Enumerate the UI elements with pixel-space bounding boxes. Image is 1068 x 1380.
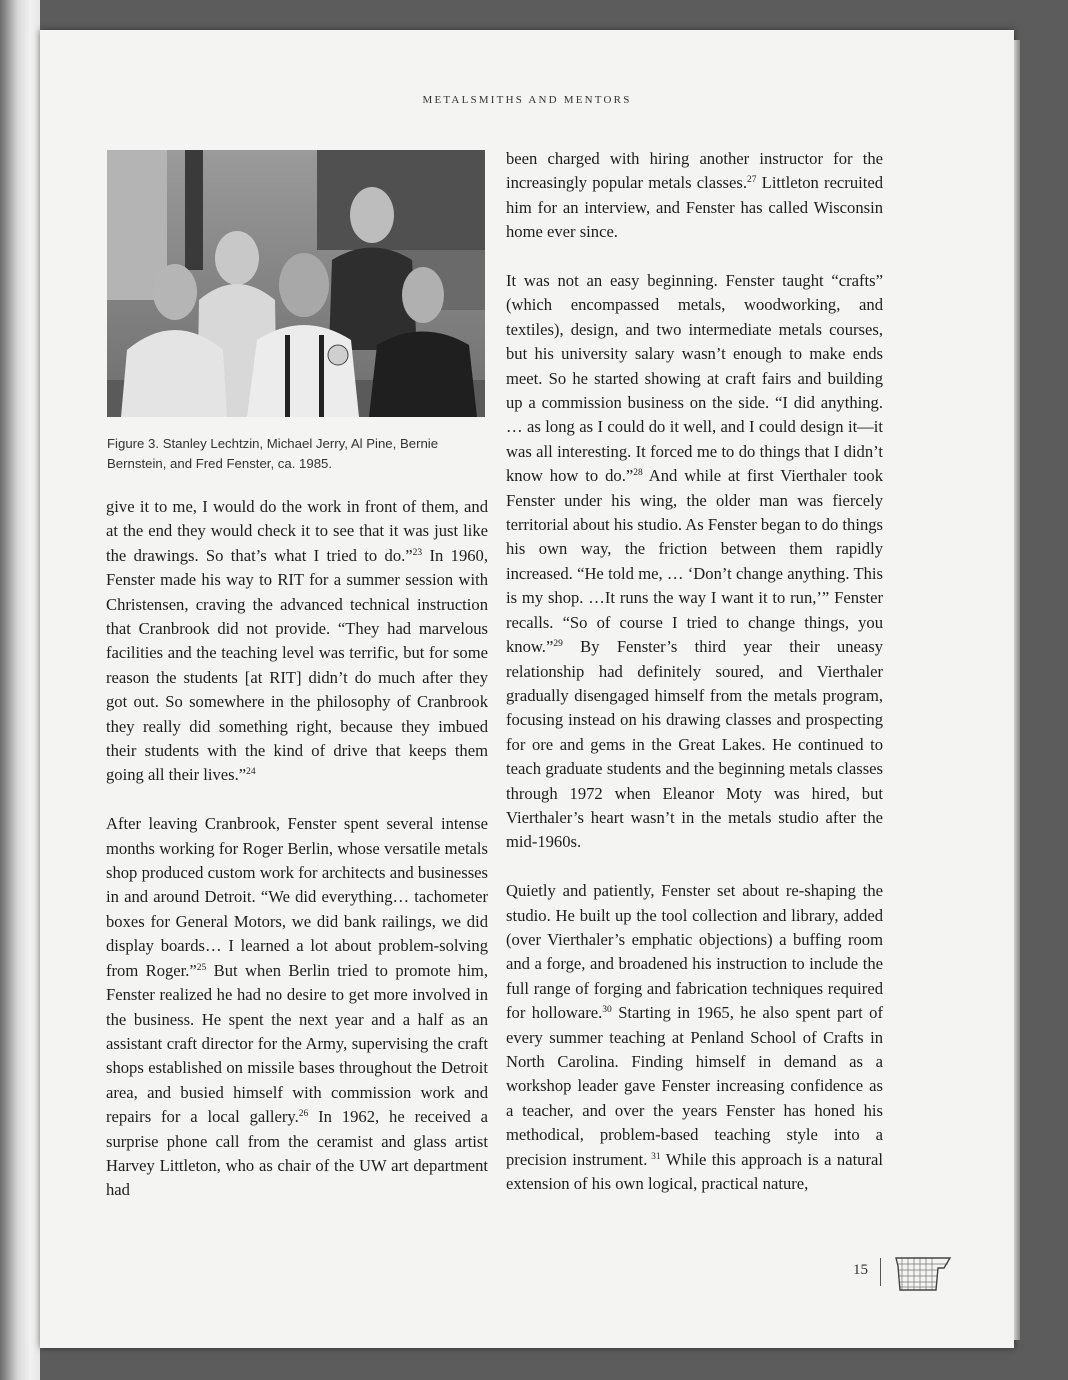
folio-divider	[880, 1258, 881, 1286]
paragraph: After leaving Cranbrook, Fenster spent several intense months working for Roger Berlin, whose versatile metals shop produced custom work for architects and businesses in and around Detroit. “We did everything… tachometer boxes for General Motors, we did bank railings, we did display boards… I learned a lot about problem-solving from Roger.”$^{25}$ But when Berlin tried to promote him, Fenster realized he had no desire to get more involved in the business. He spent the next year and a half as an assistant craft director for the Army, supervising the craft shops established on missile bases throughout the Detroit area, and busied himself with commission work and repairs for a local gallery.$^{26}$ In 1962, he received a surprise phone call from the ceramist and glass artist Harvey Littleton, who as chair of the UW art department had	[106, 814, 488, 1200]
footnote-ref: 31	[647, 1151, 661, 1162]
adjacent-page-edge	[0, 0, 40, 1380]
paragraph: It was not an easy beginning. Fenster taught “crafts” (which encompassed metals, woodworking, and textiles), design, and two intermediate metals courses, but his university salary wasn’t enough to make ends meet. So he started showing at craft fairs and building up a commission business on the side. “I did anything. … as long as I could do it well, and I could design it—it was all interesting. It forced me to do things that I didn’t know how to do.”$^{28}$ And while at first Vierthaler took Fenster under his wing, the older man was fiercely territorial about his studio. As Fenster began to do things his own way, the friction between them rapidly increased. “He told me, … ‘Don’t change anything. This is my shop. …It runs the way I want it to run,’” Fenster recalls. “So of course I tried to change things, you know.”$^{29}$ By Fenster’s third year their uneasy relationship had definitely soured, and Vierthaler gradually disengaged himself from the metals program, focusing instead on his drawing classes and prospecting for ore and gems in the Great Lakes. He continued to teach graduate students and the beginning metals classes through 1972 when Eleanor Moty was hired, but Vierthaler’s heart wasn’t in the metals studio after the mid-1960s.	[506, 271, 884, 852]
page-number: 15	[853, 1262, 868, 1278]
paragraph: give it to me, I would do the work in front of them, and at the end they would check it to see that it was just like the drawings. So that’s what I tried to do.”$^{23}$ In 1960, Fenster made his way to RIT for a summer session with Christensen, craving the advanced technical instruction that Cranbrook did not provide. “They had marvelous facilities and the teaching level was terrific, but for some reason the students [at RIT] didn’t do much after they got out. So somewhere in the philosophy of Cranbrook they really did something right, because they imbued their students with the kind of drive that keeps them going all their lives.”$^{24}$	[106, 497, 488, 785]
group-photo	[107, 150, 485, 417]
footnote-ref: 26	[298, 1109, 309, 1120]
footnote-ref: 23	[412, 547, 423, 558]
left-text-column	[106, 495, 488, 1203]
footnote-ref: 30	[602, 1005, 612, 1016]
footnote-ref: 25	[196, 962, 207, 973]
book-page	[40, 30, 1014, 1348]
right-text-column	[506, 147, 883, 1196]
grid-vessel-logo-icon	[892, 1254, 956, 1299]
paragraph: been charged with hiring another instructor for the increasingly popular metals classes.$^{27}$ Littleton recruited him for an interview, and Fenster has called Wisconsin home ever since.	[506, 149, 883, 242]
paragraph: Quietly and patiently, Fenster set about re-shaping the studio. He built up the tool collection and library, added (over Vierthaler’s emphatic objections) a buffing room and a forge, and broadened his instruction to include the full range of forging and fabrication techniques required for holloware.$^{30}$ Starting in 1965, he also spent part of every summer teaching at Penland School of Crafts in North Carolina. Finding himself in demand as a workshop leader gave Fenster increasing confidence as a teacher, and over the years Fenster has honed his methodical, problem-based teaching style into a precision instrument. $^{31}$ While this approach is a natural extension of his own logical, practical nature,	[506, 881, 884, 1194]
footnote-ref: 24	[246, 767, 256, 778]
footnote-ref: 29	[553, 639, 563, 650]
footnote-ref: 28	[633, 468, 643, 479]
page-stack-edge	[1014, 40, 1020, 1340]
running-header: METALSMITHS AND MENTORS	[422, 94, 632, 106]
figure-caption: Figure 3. Stanley Lechtzin, Michael Jerry, Al Pine, Bernie Bernstein, and Fred Fenster, ca. 1985.	[107, 436, 439, 471]
footnote-ref: 27	[746, 175, 757, 186]
